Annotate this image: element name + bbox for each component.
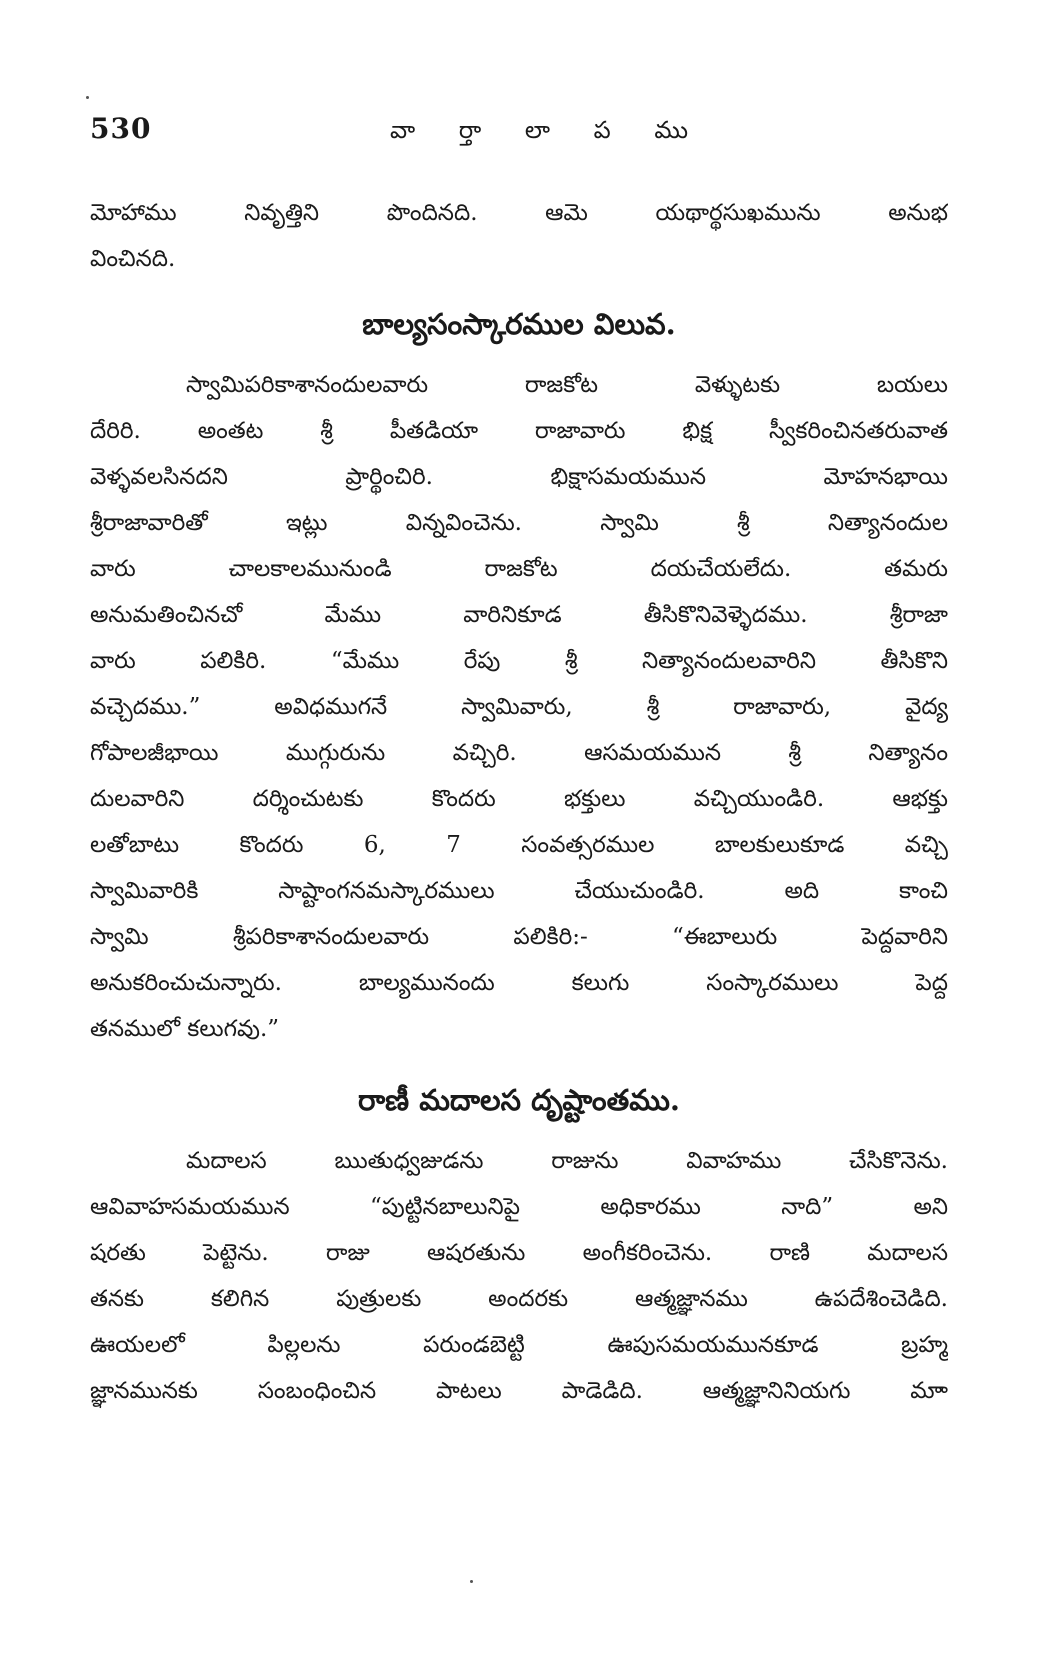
paragraph [90,362,948,1052]
body-text [90,190,948,1414]
text-line: షరతు పెట్టెను. రాజు ఆషరతును అంగీకరించెను. రాణి మదాలస [90,1240,948,1266]
running-title: వా ర్తా లా ప ము [390,116,707,144]
scan-speck [470,1580,473,1583]
text-line: శ్రీరాజావారితో ఇట్లు విన్నవించెను. స్వామి శ్రీ నిత్యానందుల [90,510,948,536]
text-line: వెళ్ళవలసినదని ప్రార్థించిరి. భిక్షాసమయమున మోహనభాయి [90,464,948,490]
text-line: వచ్చెదము.” అవిధముగనే స్వామివారు, శ్రీ రాజావారు, వైద్య [90,694,948,720]
text-line: దులవారిని దర్శించుటకు కొందరు భక్తులు వచ్చియుండిరి. ఆభక్తు [90,786,948,812]
text-line: వించినది. [90,246,176,272]
text-line: స్వామి శ్రీపరికాశానందులవారు పలికిరి:- “ఈబాలురు పెద్దవారిని [90,924,948,950]
section-heading: రాణీ మదాలస దృష్టాంతము. [357,1083,681,1117]
page-header [90,112,950,156]
paragraph [90,1138,948,1414]
section-heading: బాల్యసంస్కారముల విలువ. [362,307,676,341]
text-line: మదాలస ఋతుధ్వజుడను రాజును వివాహము చేసికొనెను. [186,1148,948,1174]
scan-speck [86,96,89,99]
text-line: గోపాలజీభాయి ముగ్గురును వచ్చిరి. ఆసమయమున శ్రీ నిత్యానం [90,740,948,766]
text-line: మోహాము నివృత్తిని పొందినది. ఆమె యథార్థసుఖమును అనుభ [90,200,948,226]
text-line: స్వామిపరికాశానందులవారు రాజకోట వెళ్ళుటకు బయలు [186,372,948,398]
text-line: ఆవివాహసమయమున “పుట్టినబాలునిపై అధికారము నాది” అని [90,1194,948,1220]
text-line: తనములో కలుగవు.” [90,1016,280,1042]
text-line: లతోబాటు కొందరు 6, 7 సంవత్సరముల బాలకులుకూడ వచ్చి [90,832,948,858]
text-line: అనుమతించినచో మేము వారినికూడ తీసికొనివెళ్ళెదము. శ్రీరాజా [90,602,948,628]
text-line: ఊయలలో పిల్లలను పరుండబెట్టి ఊపుసమయమునకూడ బ్రహ్మ [90,1332,948,1358]
page-number: 530 [90,112,152,145]
paragraph [90,190,948,282]
text-line: దేరిరి. అంతట శ్రీ పీతడియా రాజావారు భిక్ష స్వీకరించినతరువాత [90,418,948,444]
text-line: వారు పలికిరి. “మేము రేపు శ్రీ నిత్యానందులవారిని తీసికొని [90,648,948,674]
text-line: అనుకరించుచున్నారు. బాల్యమునందు కలుగు సంస్కారములు పెద్ద [90,970,948,996]
text-line: తనకు కలిగిన పుత్రులకు అందరకు ఆత్మజ్ఞానము ఉపదేశించెడిది. [90,1286,948,1312]
text-line: జ్ఞానమునకు సంబంధించిన పాటలు పాడెడిది. ఆత్మజ్ఞానినియగు మాా [90,1378,948,1404]
text-line: వారు చాలకాలమునుండి రాజకోట దయచేయలేదు. తమరు [90,556,948,582]
text-line: స్వామివారికి సాష్టాంగనమస్కారములు చేయుచుండిరి. అది కాంచి [90,878,948,904]
